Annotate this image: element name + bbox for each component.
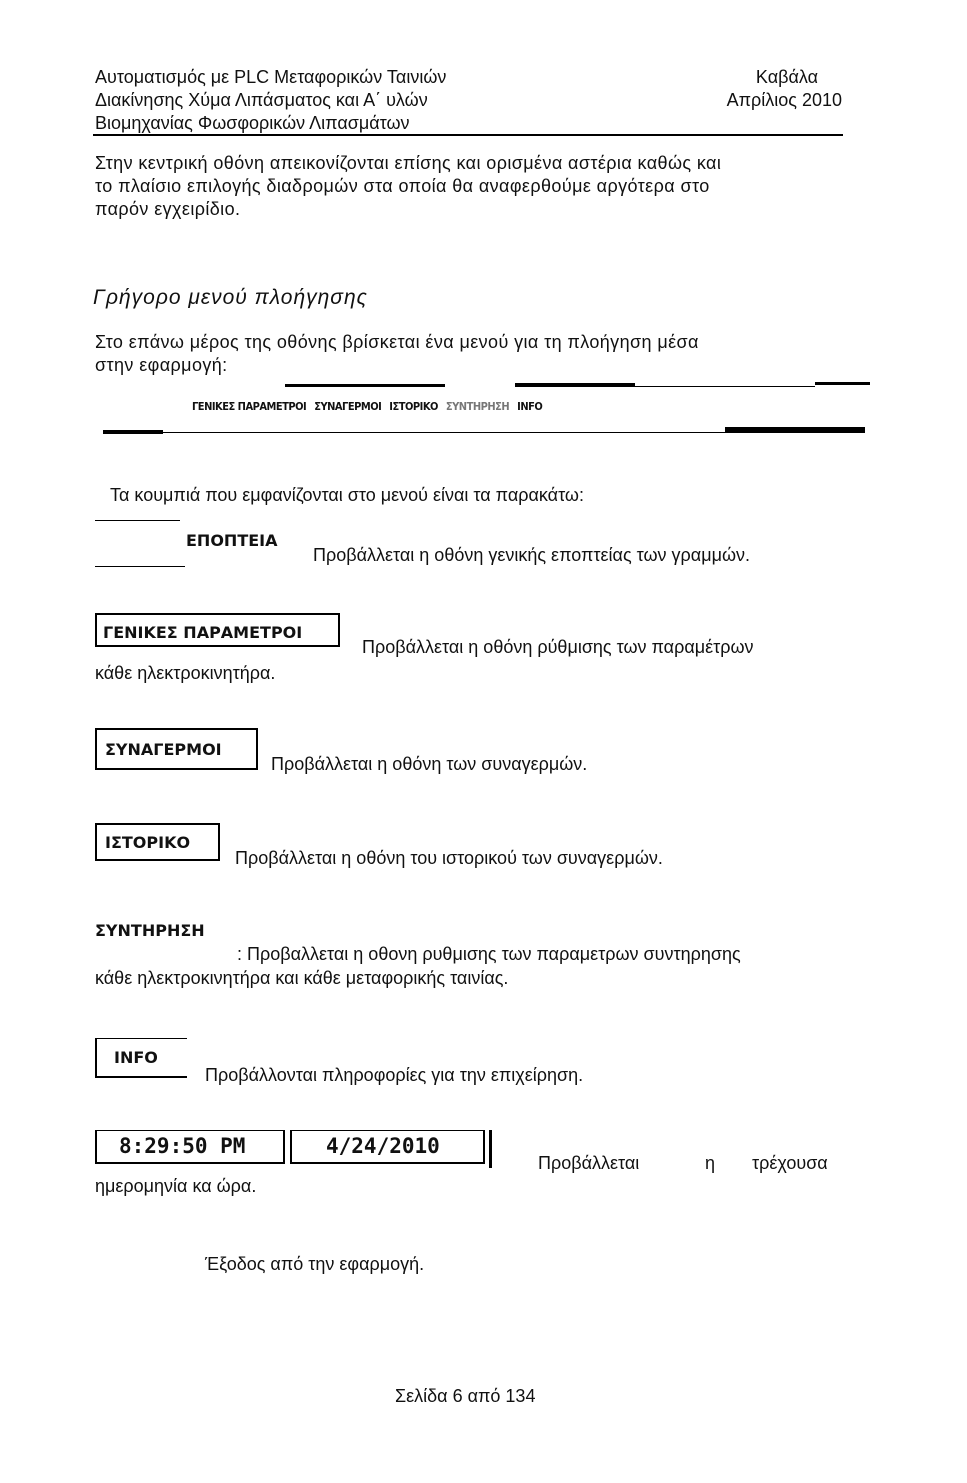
syntirisi-button[interactable]: ΣΥΝΤΗΡΗΣΗ: [95, 921, 205, 940]
clock-time-display: [95, 1130, 285, 1164]
synagermoi-desc: Προβάλλεται η οθόνη των συναγερμών.: [271, 754, 588, 774]
genikes-button[interactable]: [95, 613, 340, 647]
section-title: Γρήγορο μενού πλοήγησης: [93, 286, 368, 309]
menu-item-synagermoi[interactable]: ΣΥΝΑΓΕΡΜΟΙ: [314, 400, 382, 413]
header-line: Αυτοματισμός με PLC Μεταφορικών Ταινιών: [95, 67, 447, 87]
genikes-desc-2: κάθε ηλεκτροκινητήρα.: [95, 663, 276, 683]
clock-desc-word: τρέχουσα: [752, 1153, 828, 1173]
header-city: Καβάλα: [755, 67, 818, 87]
clock-desc-word: η: [705, 1153, 716, 1173]
synagermoi-button[interactable]: [95, 728, 258, 770]
text-line: το πλαίσιο επιλογής διαδρομών στα οποία θα αναφερθούμε αργότερα στο: [95, 176, 710, 196]
header-rule: [93, 134, 843, 136]
section-intro: [95, 331, 845, 377]
clock-time: 8:29:50 PM: [119, 1134, 246, 1158]
header-line: Βιομηχανίας Φωσφορικών Λιπασμάτων: [95, 113, 410, 133]
clock-desc-2: ημερομηνία κα ώρα.: [95, 1176, 257, 1196]
header-line: Διακίνησης Χύμα Λιπάσματος και Α΄ υλών: [95, 90, 428, 110]
menu-item-syntirisi[interactable]: ΣΥΝΤΗΡΗΣΗ: [445, 400, 510, 413]
epopteia-desc: Προβάλλεται η οθόνη γενικής εποπτείας των γραμμών.: [313, 545, 750, 565]
menu-item-istoriko[interactable]: ΙΣΤΟΡΙΚΟ: [389, 400, 438, 413]
menu-strip-image: [95, 380, 865, 440]
menu-item-genikes[interactable]: ΓΕΝΙΚΕΣ ΠΑΡΑΜΕΤΡΟΙ: [192, 400, 307, 413]
menu-item-info[interactable]: INFO: [517, 400, 543, 413]
header-left: [95, 66, 446, 135]
text-line: παρόν εγχειρίδιο.: [95, 199, 241, 219]
info-desc: Προβάλλονται πληροφορίες για την επιχείρηση.: [205, 1065, 584, 1085]
clock-desc-word: Προβάλλεται: [538, 1153, 640, 1173]
syntirisi-desc-2: κάθε ηλεκτροκινητήρα και κάθε μεταφορικής ταινίας.: [95, 968, 509, 988]
rule: [95, 520, 180, 521]
synagermoi-button-label: ΣΥΝΑΓΕΡΜΟΙ: [105, 740, 222, 759]
rule: [489, 1130, 492, 1168]
istoriko-button[interactable]: [95, 823, 220, 861]
exit-desc: Έξοδος από την εφαρμογή.: [205, 1254, 425, 1274]
istoriko-desc: Προβάλλεται η οθόνη του ιστορικού των συναγερμών.: [235, 848, 663, 868]
text-line: στην εφαρμογή:: [95, 355, 228, 375]
genikes-button-label: ΓΕΝΙΚΕΣ ΠΑΡΑΜΕΤΡΟΙ: [103, 623, 303, 642]
clock-date-display: [290, 1130, 485, 1164]
header-right: [727, 66, 842, 112]
syntirisi-desc: : Προβαλλεται η οθονη ρυθμισης των παραμετρων συντηρησης: [237, 944, 741, 964]
menu-strip-items: [192, 400, 542, 413]
info-button[interactable]: [95, 1038, 187, 1078]
genikes-desc: Προβάλλεται η οθόνη ρύθμισης των παραμέτρων: [362, 637, 754, 657]
page-number: Σελίδα 6 από 134: [395, 1386, 536, 1406]
istoriko-button-label: ΙΣΤΟΡΙΚΟ: [105, 833, 191, 852]
clock-date: 4/24/2010: [326, 1134, 440, 1158]
header-date: Απρίλιος 2010: [726, 90, 842, 110]
text-line: Στην κεντρική οθόνη απεικονίζονται επίσης και ορισμένα αστέρια καθώς και: [95, 153, 722, 173]
intro-paragraph: [95, 152, 845, 221]
text-line: Στο επάνω μέρος της οθόνης βρίσκεται ένα μενού για τη πλοήγηση μέσα: [95, 332, 699, 352]
info-button-label: INFO: [114, 1048, 158, 1067]
epopteia-button[interactable]: ΕΠΟΠΤΕΙΑ: [186, 531, 278, 550]
buttons-intro: Τα κουμπιά που εμφανίζονται στο μενού είναι τα παρακάτω:: [110, 485, 584, 505]
rule: [95, 566, 185, 567]
